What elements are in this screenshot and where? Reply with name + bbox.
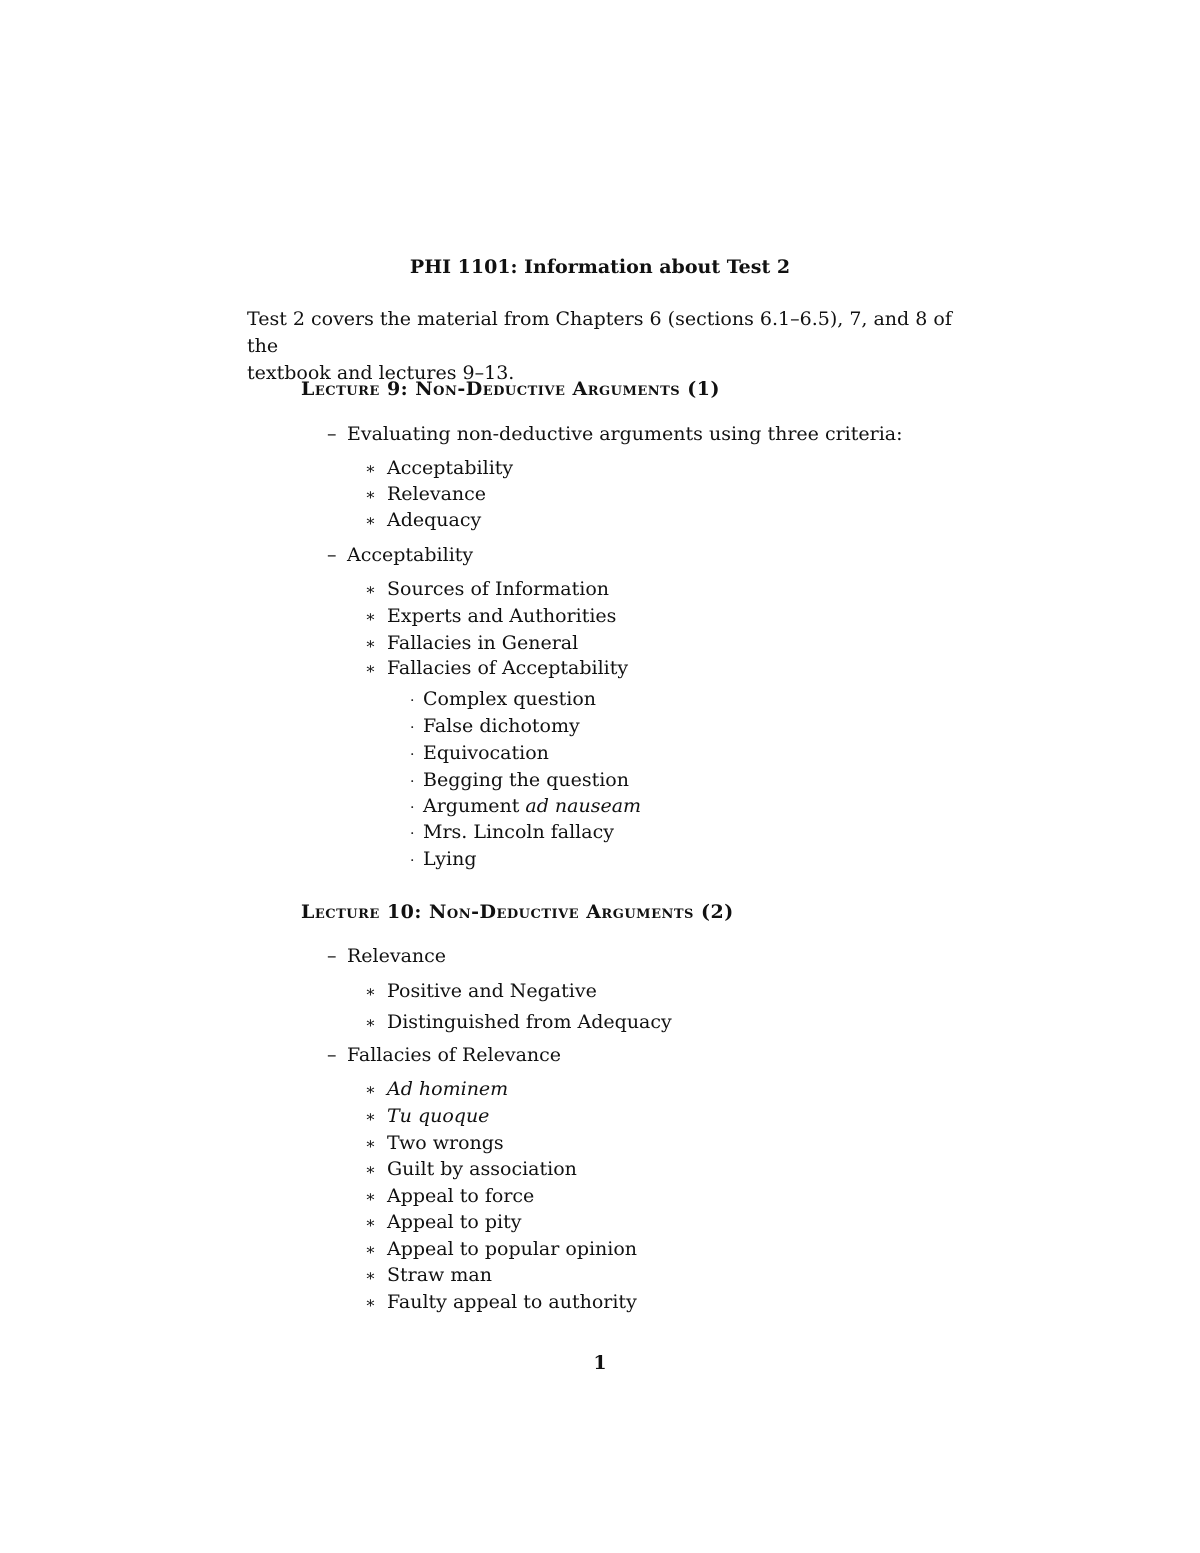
list-item	[365, 1264, 492, 1286]
item-label: Sources of Information	[387, 578, 609, 600]
list-item	[365, 605, 616, 627]
star-marker: ∗	[365, 1160, 376, 1179]
item-label: Fallacies in General	[387, 632, 579, 654]
star-marker: ∗	[365, 1107, 376, 1126]
list-item	[327, 945, 446, 967]
list-item	[410, 848, 477, 870]
list-item	[365, 632, 578, 654]
subitem-label: False dichotomy	[423, 715, 580, 737]
list-item	[365, 457, 513, 479]
star-marker: ∗	[365, 1080, 376, 1099]
item-label: Faulty appeal to authority	[387, 1291, 637, 1313]
list-item	[410, 769, 629, 791]
star-marker: ∗	[365, 459, 376, 478]
star-marker: ∗	[365, 580, 376, 599]
list-item	[365, 980, 597, 1002]
list-item	[410, 715, 580, 737]
item-label: Appeal to pity	[387, 1211, 522, 1233]
dash-marker: –	[327, 945, 337, 967]
star-marker: ∗	[365, 1213, 376, 1232]
item-label: Adequacy	[387, 509, 482, 531]
topic-label: Fallacies of Relevance	[347, 1044, 562, 1066]
star-marker: ∗	[365, 1266, 376, 1285]
topic-label: Relevance	[347, 945, 447, 967]
dot-marker: ·	[410, 720, 415, 736]
star-marker: ∗	[365, 485, 376, 504]
star-marker: ∗	[365, 1013, 376, 1032]
item-label: Appeal to force	[387, 1185, 535, 1207]
dash-marker: –	[327, 1044, 337, 1066]
list-item	[365, 1158, 577, 1180]
star-marker: ∗	[365, 511, 376, 530]
item-label: Ad hominem	[387, 1078, 509, 1100]
subitem-label: Equivocation	[423, 742, 549, 764]
dot-marker: ·	[410, 774, 415, 790]
list-item	[365, 483, 486, 505]
star-marker: ∗	[365, 1293, 376, 1312]
list-item	[365, 657, 628, 679]
list-item	[365, 1105, 489, 1127]
star-marker: ∗	[365, 1134, 376, 1153]
star-marker: ∗	[365, 659, 376, 678]
list-item	[410, 795, 641, 817]
item-label: Distinguished from Adequacy	[387, 1011, 672, 1033]
list-item	[327, 544, 473, 566]
item-label: Fallacies of Acceptability	[387, 657, 629, 679]
dot-marker: ·	[410, 800, 415, 816]
dot-marker: ·	[410, 853, 415, 869]
list-item	[365, 509, 481, 531]
item-label: Positive and Negative	[387, 980, 597, 1002]
item-label: Appeal to popular opinion	[387, 1238, 638, 1260]
item-label: Acceptability	[387, 457, 514, 479]
star-marker: ∗	[365, 982, 376, 1001]
star-marker: ∗	[365, 607, 376, 626]
item-label: Two wrongs	[387, 1132, 504, 1154]
intro-paragraph	[247, 306, 967, 387]
list-item	[410, 821, 614, 843]
topic-label: Evaluating non-deductive arguments using three criteria:	[347, 423, 903, 445]
item-label: Experts and Authorities	[387, 605, 617, 627]
list-item	[365, 1132, 504, 1154]
dot-marker: ·	[410, 826, 415, 842]
subitem-label: Begging the question	[423, 769, 629, 791]
list-item	[365, 1238, 637, 1260]
subitem-label: Mrs. Lincoln fallacy	[423, 821, 614, 843]
list-item	[410, 742, 549, 764]
dot-marker: ·	[410, 693, 415, 709]
page-number: 1	[593, 1352, 607, 1374]
star-marker: ∗	[365, 1240, 376, 1259]
intro-line-1: Test 2 covers the material from Chapters 6 (sections 6.1–6.5), 7, and 8 of the	[247, 308, 952, 357]
dash-marker: –	[327, 544, 337, 566]
list-item	[365, 1291, 637, 1313]
list-item	[365, 1185, 534, 1207]
item-label: Straw man	[387, 1264, 492, 1286]
star-marker: ∗	[365, 634, 376, 653]
subitem-label: Lying	[423, 848, 477, 870]
dash-marker: –	[327, 423, 337, 445]
list-item	[365, 1011, 672, 1033]
subitem-italic: ad nauseam	[525, 795, 642, 817]
list-item	[327, 423, 903, 445]
item-label: Tu quoque	[387, 1105, 490, 1127]
list-item	[365, 1078, 508, 1100]
page-title: PHI 1101: Information about Test 2	[409, 256, 791, 278]
item-label: Guilt by association	[387, 1158, 577, 1180]
list-item	[327, 1044, 561, 1066]
dot-marker: ·	[410, 747, 415, 763]
list-item	[365, 578, 609, 600]
intro-line-2: textbook and lectures 9–13.	[247, 362, 515, 384]
subitem-label: Complex question	[423, 688, 597, 710]
lecture-10-heading: Lecture 10: Non-Deductive Arguments (2)	[301, 901, 734, 923]
subitem-label: Argument	[423, 795, 526, 817]
topic-label: Acceptability	[347, 544, 474, 566]
star-marker: ∗	[365, 1187, 376, 1206]
item-label: Relevance	[387, 483, 487, 505]
list-item	[365, 1211, 521, 1233]
lecture-9-heading: Lecture 9: Non-Deductive Arguments (1)	[301, 378, 721, 400]
list-item	[410, 688, 596, 710]
